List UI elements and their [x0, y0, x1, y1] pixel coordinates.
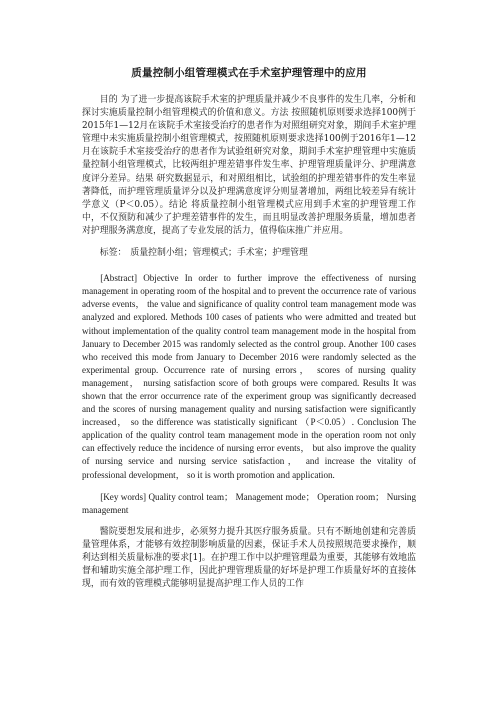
keywords-english: [Key words] Quality control team； Management mode； Operation room； Nursing management [82, 491, 416, 515]
keywords-chinese [82, 247, 416, 260]
paper-title: 质量控制小组管理模式在手术室护理管理中的应用 [131, 67, 367, 79]
keywords-chinese-text: 质量控制小组；管理模式；手术室；护理管理 [130, 248, 308, 259]
paper-page [82, 66, 416, 591]
body-introduction: 醫院要想发展和进步，必须努力提升其医疗服务质量。只有不断地创建和完善质量管理体系，才能够有效控制影响质量的因素，保证手术人员按照规范要求操作，顺利达到相关质量标准的要求[1]。在护理工作中以护理管理最为重要，其能够有效地监督和辅助实施全部护理工作，因此护理管理质量的好坏是护理工作质量好坏的直接体现，而有效的管理模式能够明显提高护理工作人员的工作 [82, 526, 416, 590]
abstract-chinese: 目的 为了进一步提高该院手术室的护理质量并减少不良事件的发生几率，分析和探讨实施质量控制小组管理模式的价值和意义。方法 按照随机原则要求选择100例于2015年1—12月在该院手术室接受治疗的患者作为对照组研究对象，期间手术室护理管理中未实施质量控制小组管理模式，按照随机原则要求选择100例于2016年1—12月在该院手术室接受治疗的患者作为试验组研究对象，期间手术室护理管理中实施质量控制小组管理模式，比较两组护理差错事件发生率、护理管理质量评分、护理满意度评分差异。结果 研究数据显示，和对照组相比，试验组的护理差错事件的发生率显著降低，而护理管理质量评分以及护理满意度评分则显著增加，两组比较差异有统计学意义（P＜0.05）。结论 将质量控制小组管理模式应用到手术室的护理管理工作中，不仅预防和减少了护理差错事件的发生，而且明显改善护理服务质量，增加患者对护理服务满意度，提高了专业发展的活力，值得临床推广并应用。 [82, 95, 416, 236]
abstract-english: [Abstract] Objective In order to further improve the effectiveness of nursing management in operating room of the hospital and to prevent the occurrence rate of various adverse events， the value and significance of quality control team management mode was analyzed and explored. Methods 100 cases of patients who were admitted and treated but without implementation of the quality control team management mode in the hospital from January to December 2015 was randomly selected as the control group. Another 100 cases who received this mode from January to December 2016 were randomly selected as the experimental group. Occurrence rate of nursing errors， scores of nursing quality management， nursing satisfaction score of both groups were compared. Results It was shown that the error occurrence rate of the experiment group was significantly decreased and the scores of nursing management quality and nursing satisfaction were significantly increased， so the difference was statistically significant （P＜0.05）. Conclusion The application of the quality control team management mode in the operation room not only can effectively reduce the incidence of nursing error events， but also improve the quality of nursing service and nursing service satisfaction， and increase the vitality of professional development， so it is worth promotion and application. [82, 273, 416, 480]
keywords-chinese-label: 标签： [99, 248, 127, 259]
